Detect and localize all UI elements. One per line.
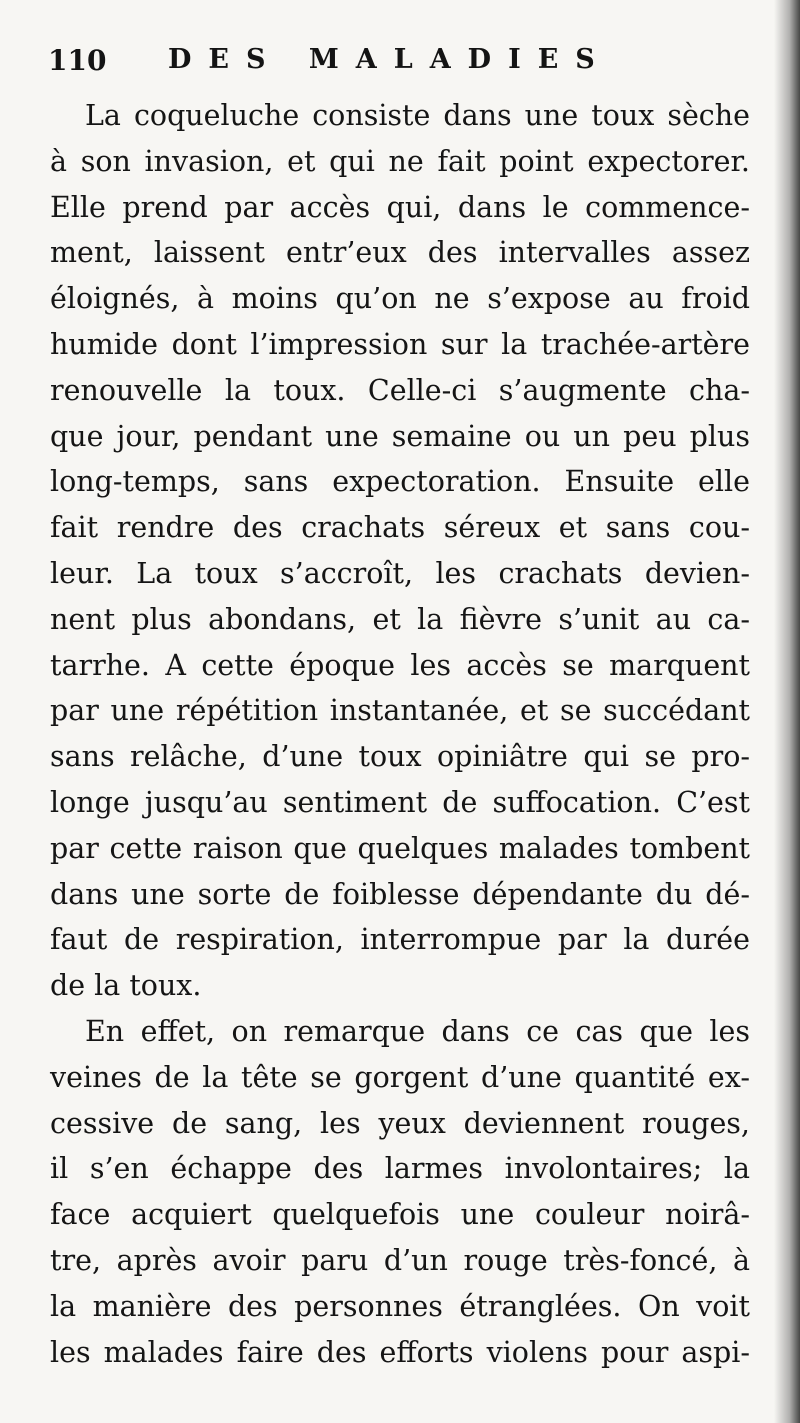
text-line: faut de respiration, interrompue par la durée	[50, 923, 750, 957]
text-line: les malades faire des efforts violens pour aspi-	[50, 1335, 750, 1369]
text-line: Elle prend par accès qui, dans le commence-	[50, 190, 750, 224]
text-line: leur. La toux s’accroît, les crachats devien-	[50, 556, 750, 590]
text-line: nent plus abondans, et la fièvre s’unit au ca-	[50, 602, 750, 636]
running-head: DES MALADIES	[168, 44, 612, 75]
page-number: 110	[48, 44, 107, 77]
text-line: dans une sorte de foiblesse dépendante du dé-	[50, 877, 750, 911]
text-line: il s’en échappe des larmes involontaires; la	[50, 1152, 750, 1186]
text-line: cessive de sang, les yeux deviennent rouges,	[50, 1106, 750, 1140]
paragraph-1	[50, 93, 750, 1009]
text-line: longe jusqu’au sentiment de suffocation. C’est	[50, 785, 750, 819]
text-line: que jour, pendant une semaine ou un peu plus	[50, 419, 750, 453]
text-line: long-temps, sans expectoration. Ensuite elle	[50, 465, 750, 499]
text-line: tarrhe. A cette époque les accès se marquent	[50, 648, 750, 682]
paragraph-2	[50, 1009, 750, 1375]
page-edge-shadow	[774, 0, 800, 1423]
text-line: la manière des personnes étranglées. On voit	[50, 1289, 750, 1323]
body-text	[50, 93, 750, 1375]
text-line: face acquiert quelquefois une couleur noirâ-	[50, 1198, 750, 1232]
text-line: La coqueluche consiste dans une toux sèche	[85, 99, 750, 132]
text-line: renouvelle la toux. Celle-ci s’augmente cha-	[50, 373, 750, 407]
text-line: sans relâche, d’une toux opiniâtre qui se pro-	[50, 740, 750, 774]
text-line: à son invasion, et qui ne fait point expectorer.	[50, 144, 750, 178]
text-line: veines de la tête se gorgent d’une quantité ex-	[50, 1060, 750, 1094]
text-line: éloignés, à moins qu’on ne s’expose au froid	[50, 282, 750, 316]
text-line: par cette raison que quelques malades tombent	[50, 831, 750, 865]
text-line: fait rendre des crachats séreux et sans cou-	[50, 511, 750, 545]
page-header	[48, 40, 748, 84]
text-line: humide dont l’impression sur la trachée-artère	[50, 327, 750, 361]
text-line: En effet, on remarque dans ce cas que les	[85, 1014, 750, 1048]
text-line: ment, laissent entr’eux des intervalles assez	[50, 236, 750, 270]
text-line: par une répétition instantanée, et se succédant	[50, 694, 750, 728]
text-line: tre, après avoir paru d’un rouge très-foncé, à	[50, 1243, 750, 1277]
text-line: de la toux.	[50, 969, 202, 1003]
